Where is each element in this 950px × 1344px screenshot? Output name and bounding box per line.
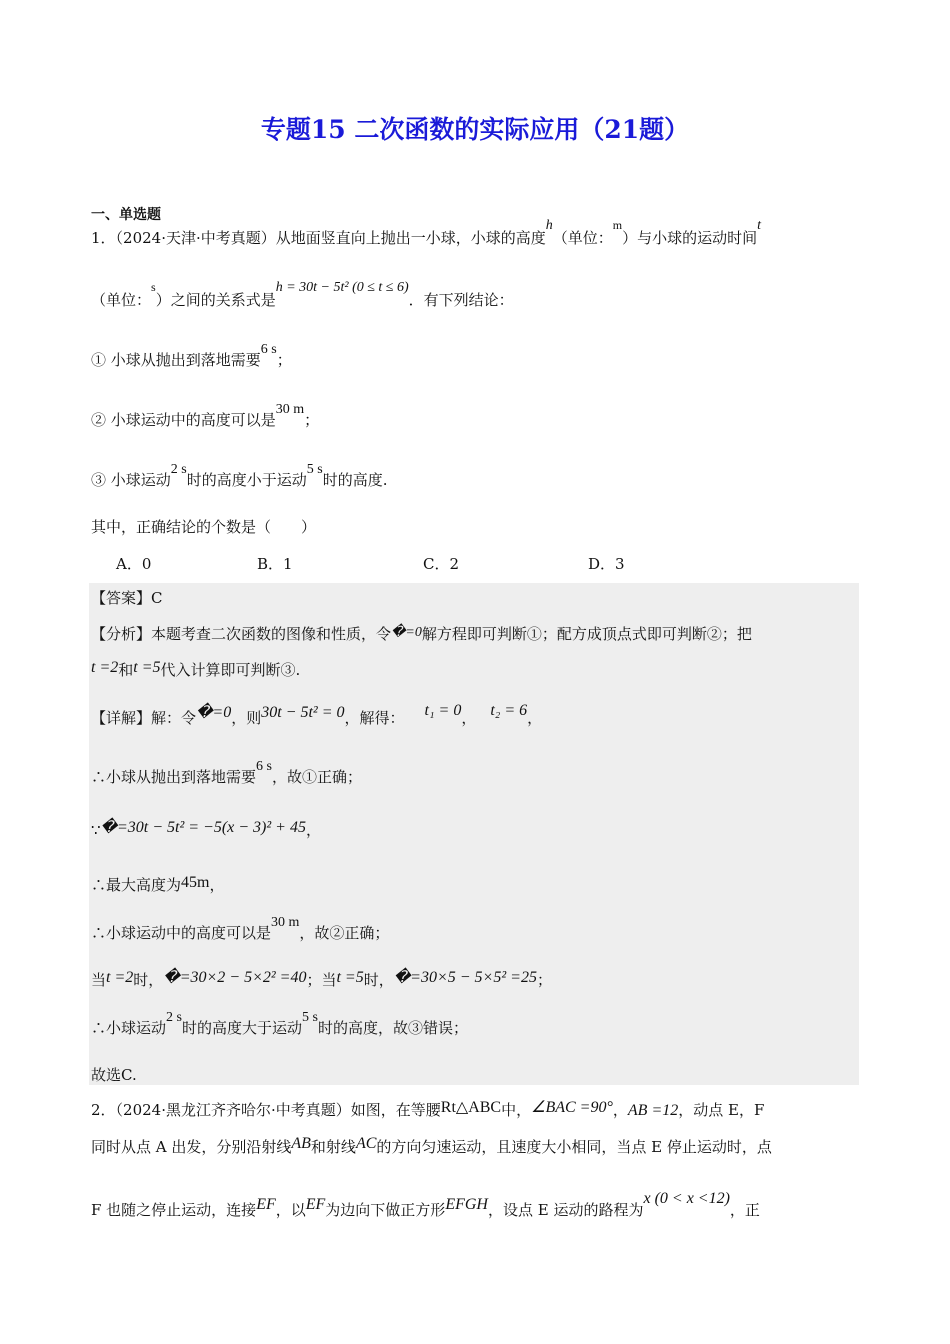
t-2: t =2 — [91, 659, 119, 676]
reason-text: ，故①正确； — [271, 768, 362, 786]
detail-text: ，则 — [231, 709, 262, 727]
c1-text: ① 小球从抛出到落地需要 — [91, 351, 261, 369]
c3-text: 时的高度小于运动 — [186, 471, 307, 489]
option-a: A．0 — [116, 555, 152, 573]
square-efgh: EFGH — [445, 1196, 488, 1213]
t-5: t =5 — [133, 659, 161, 676]
q2-text: ，设点 E 运动的路程为 — [487, 1201, 644, 1219]
c1-end: ； — [276, 351, 292, 369]
option-c: C．2 — [423, 555, 460, 573]
final-choice: 故选C. — [91, 1066, 137, 1084]
t-5: t =5 — [336, 969, 364, 986]
q2-line-3 — [91, 1190, 760, 1221]
reason-text: ∴小球运动 — [91, 1019, 167, 1037]
reason-value: 5 s — [301, 1010, 318, 1025]
detail-eq: �=0 — [196, 704, 232, 721]
q1-formula: h = 30t − 5t² (0 ≤ t ≤ 6) — [275, 280, 409, 295]
reason-4 — [91, 915, 390, 945]
reason-value: 2 s — [166, 1010, 182, 1025]
detail-eq2: 30t − 5t² = 0 — [261, 704, 345, 721]
reason-text: ； — [536, 971, 552, 989]
reason-2 — [91, 820, 321, 841]
triangle-label: Rt△ABC — [440, 1099, 502, 1116]
q1-text: ）与小球的运动时间 — [622, 229, 758, 247]
root-t1: t₁ = 0 — [424, 702, 462, 719]
segment-ef: EF — [256, 1196, 276, 1213]
analysis-text: 代入计算即可判断③. — [160, 661, 301, 679]
q1-question: 其中，正确结论的个数是（ ） — [91, 518, 317, 536]
reason-text: ， — [209, 876, 225, 894]
reason-text: 时， — [133, 971, 164, 989]
q2-line-1 — [91, 1100, 764, 1121]
q1-text: ．有下列结论： — [408, 291, 514, 309]
reason-text: ∴小球运动中的高度可以是 — [91, 924, 272, 942]
q2-text: 2．（2024·黑龙江齐齐哈尔·中考真题）如图，在等腰 — [91, 1101, 441, 1119]
detail-text: ， — [461, 709, 477, 727]
q2-text: 为边向下做正方形 — [325, 1201, 446, 1219]
conclusion-2 — [91, 402, 320, 432]
var-h: h — [545, 218, 553, 233]
q2-text: 同时从点 A 出发，分别沿射线 — [91, 1138, 292, 1156]
conclusion-3 — [91, 462, 388, 492]
q2-line-2 — [91, 1137, 772, 1158]
reason-text: 时， — [363, 971, 394, 989]
reason-text: 时的高度大于运动 — [181, 1019, 302, 1037]
q2-text: ，动点 E，F — [678, 1101, 765, 1119]
analysis-text: 【分析】本题考查二次函数的图像和性质，令 — [91, 625, 392, 643]
var-t: t — [757, 218, 762, 233]
analysis-eq: �=0 — [391, 625, 422, 640]
max-height: 45m — [181, 874, 210, 891]
analysis-line-1 — [91, 624, 752, 646]
q2-text: ， — [612, 1101, 628, 1119]
option-b: B．1 — [257, 555, 293, 573]
reason-text: ， — [305, 821, 321, 839]
q2-text: ，以 — [275, 1201, 306, 1219]
reason-text: ∴小球从抛出到落地需要 — [91, 768, 257, 786]
page-title: 专题15 二次函数的实际应用（21题） — [260, 115, 690, 144]
q2-text: 中， — [501, 1101, 532, 1119]
root-t2: t₂ = 6 — [490, 702, 528, 719]
reason-1 — [91, 759, 362, 789]
unit-m: m — [612, 218, 623, 232]
height-at-5: �=30×5 − 5×5² =25 — [393, 969, 537, 986]
c3-value-2: 5 s — [306, 462, 323, 477]
option-d: D．3 — [588, 555, 625, 573]
unit-s: s — [151, 280, 156, 294]
q2-text: ，正 — [729, 1201, 760, 1219]
detail-text: 【详解】解：令 — [91, 709, 197, 727]
reason-text: ，故②正确； — [299, 924, 390, 942]
vertex-form-eq: �=30t − 5t² = −5(x − 3)² + 45 — [100, 819, 306, 836]
answer-line: 【答案】C — [91, 589, 163, 607]
reason-value: 6 s — [256, 759, 272, 774]
q1-text: （单位： — [91, 291, 152, 309]
q1-text: ）之间的关系式是 — [155, 291, 276, 309]
range-x: x (0 < x <12) — [643, 1190, 730, 1207]
c3-text: ③ 小球运动 — [91, 471, 171, 489]
reason-value: 30 m — [271, 915, 300, 930]
ray-ac: AC — [355, 1135, 377, 1152]
segment-ef: EF — [305, 1196, 326, 1213]
q2-text: F 也随之停止运动，连接 — [91, 1201, 257, 1219]
q1-line-1 — [91, 218, 762, 250]
reason-text: ∵ — [91, 821, 101, 839]
analysis-text: 解方程即可判断①；配方成顶点式即可判断②；把 — [421, 625, 752, 643]
reason-text: ；当 — [306, 971, 337, 989]
q1-line-2 — [91, 280, 514, 312]
q2-text: 的方向匀速运动，且速度大小相同，当点 E 停止运动时，点 — [376, 1138, 772, 1156]
height-at-2: �=30×2 − 5×2² =40 — [163, 969, 307, 986]
reason-text: 时的高度，故③错误； — [317, 1019, 468, 1037]
reason-text: ∴最大高度为 — [91, 876, 182, 894]
angle-label: ∠BAC =90° — [531, 1099, 613, 1116]
reason-text: 当 — [91, 971, 107, 989]
analysis-line-2 — [91, 660, 300, 681]
reason-6 — [91, 1010, 468, 1040]
reason-3 — [91, 875, 224, 896]
ab-length: AB =12 — [627, 1102, 679, 1119]
c2-value: 30 m — [275, 402, 305, 417]
conclusion-1 — [91, 342, 292, 372]
c2-end: ； — [304, 411, 320, 429]
c3-value-1: 2 s — [170, 462, 187, 477]
q1-text: （单位： — [552, 229, 613, 247]
analysis-text: 和 — [118, 661, 134, 679]
reason-5 — [91, 970, 552, 991]
t-2: t =2 — [106, 969, 134, 986]
section-heading: 一、单选题 — [91, 207, 161, 223]
q2-text: 和射线 — [310, 1138, 356, 1156]
detail-text: ，解得： — [344, 709, 405, 727]
c1-value: 6 s — [260, 342, 277, 357]
q1-text: 1．（2024·天津·中考真题）从地面竖直向上抛出一小球，小球的高度 — [91, 229, 546, 247]
detail-line-1 — [91, 702, 543, 729]
c3-text: 时的高度. — [322, 471, 388, 489]
c2-text: ② 小球运动中的高度可以是 — [91, 411, 276, 429]
detail-text: ， — [527, 709, 543, 727]
ray-ab: AB — [291, 1135, 311, 1152]
